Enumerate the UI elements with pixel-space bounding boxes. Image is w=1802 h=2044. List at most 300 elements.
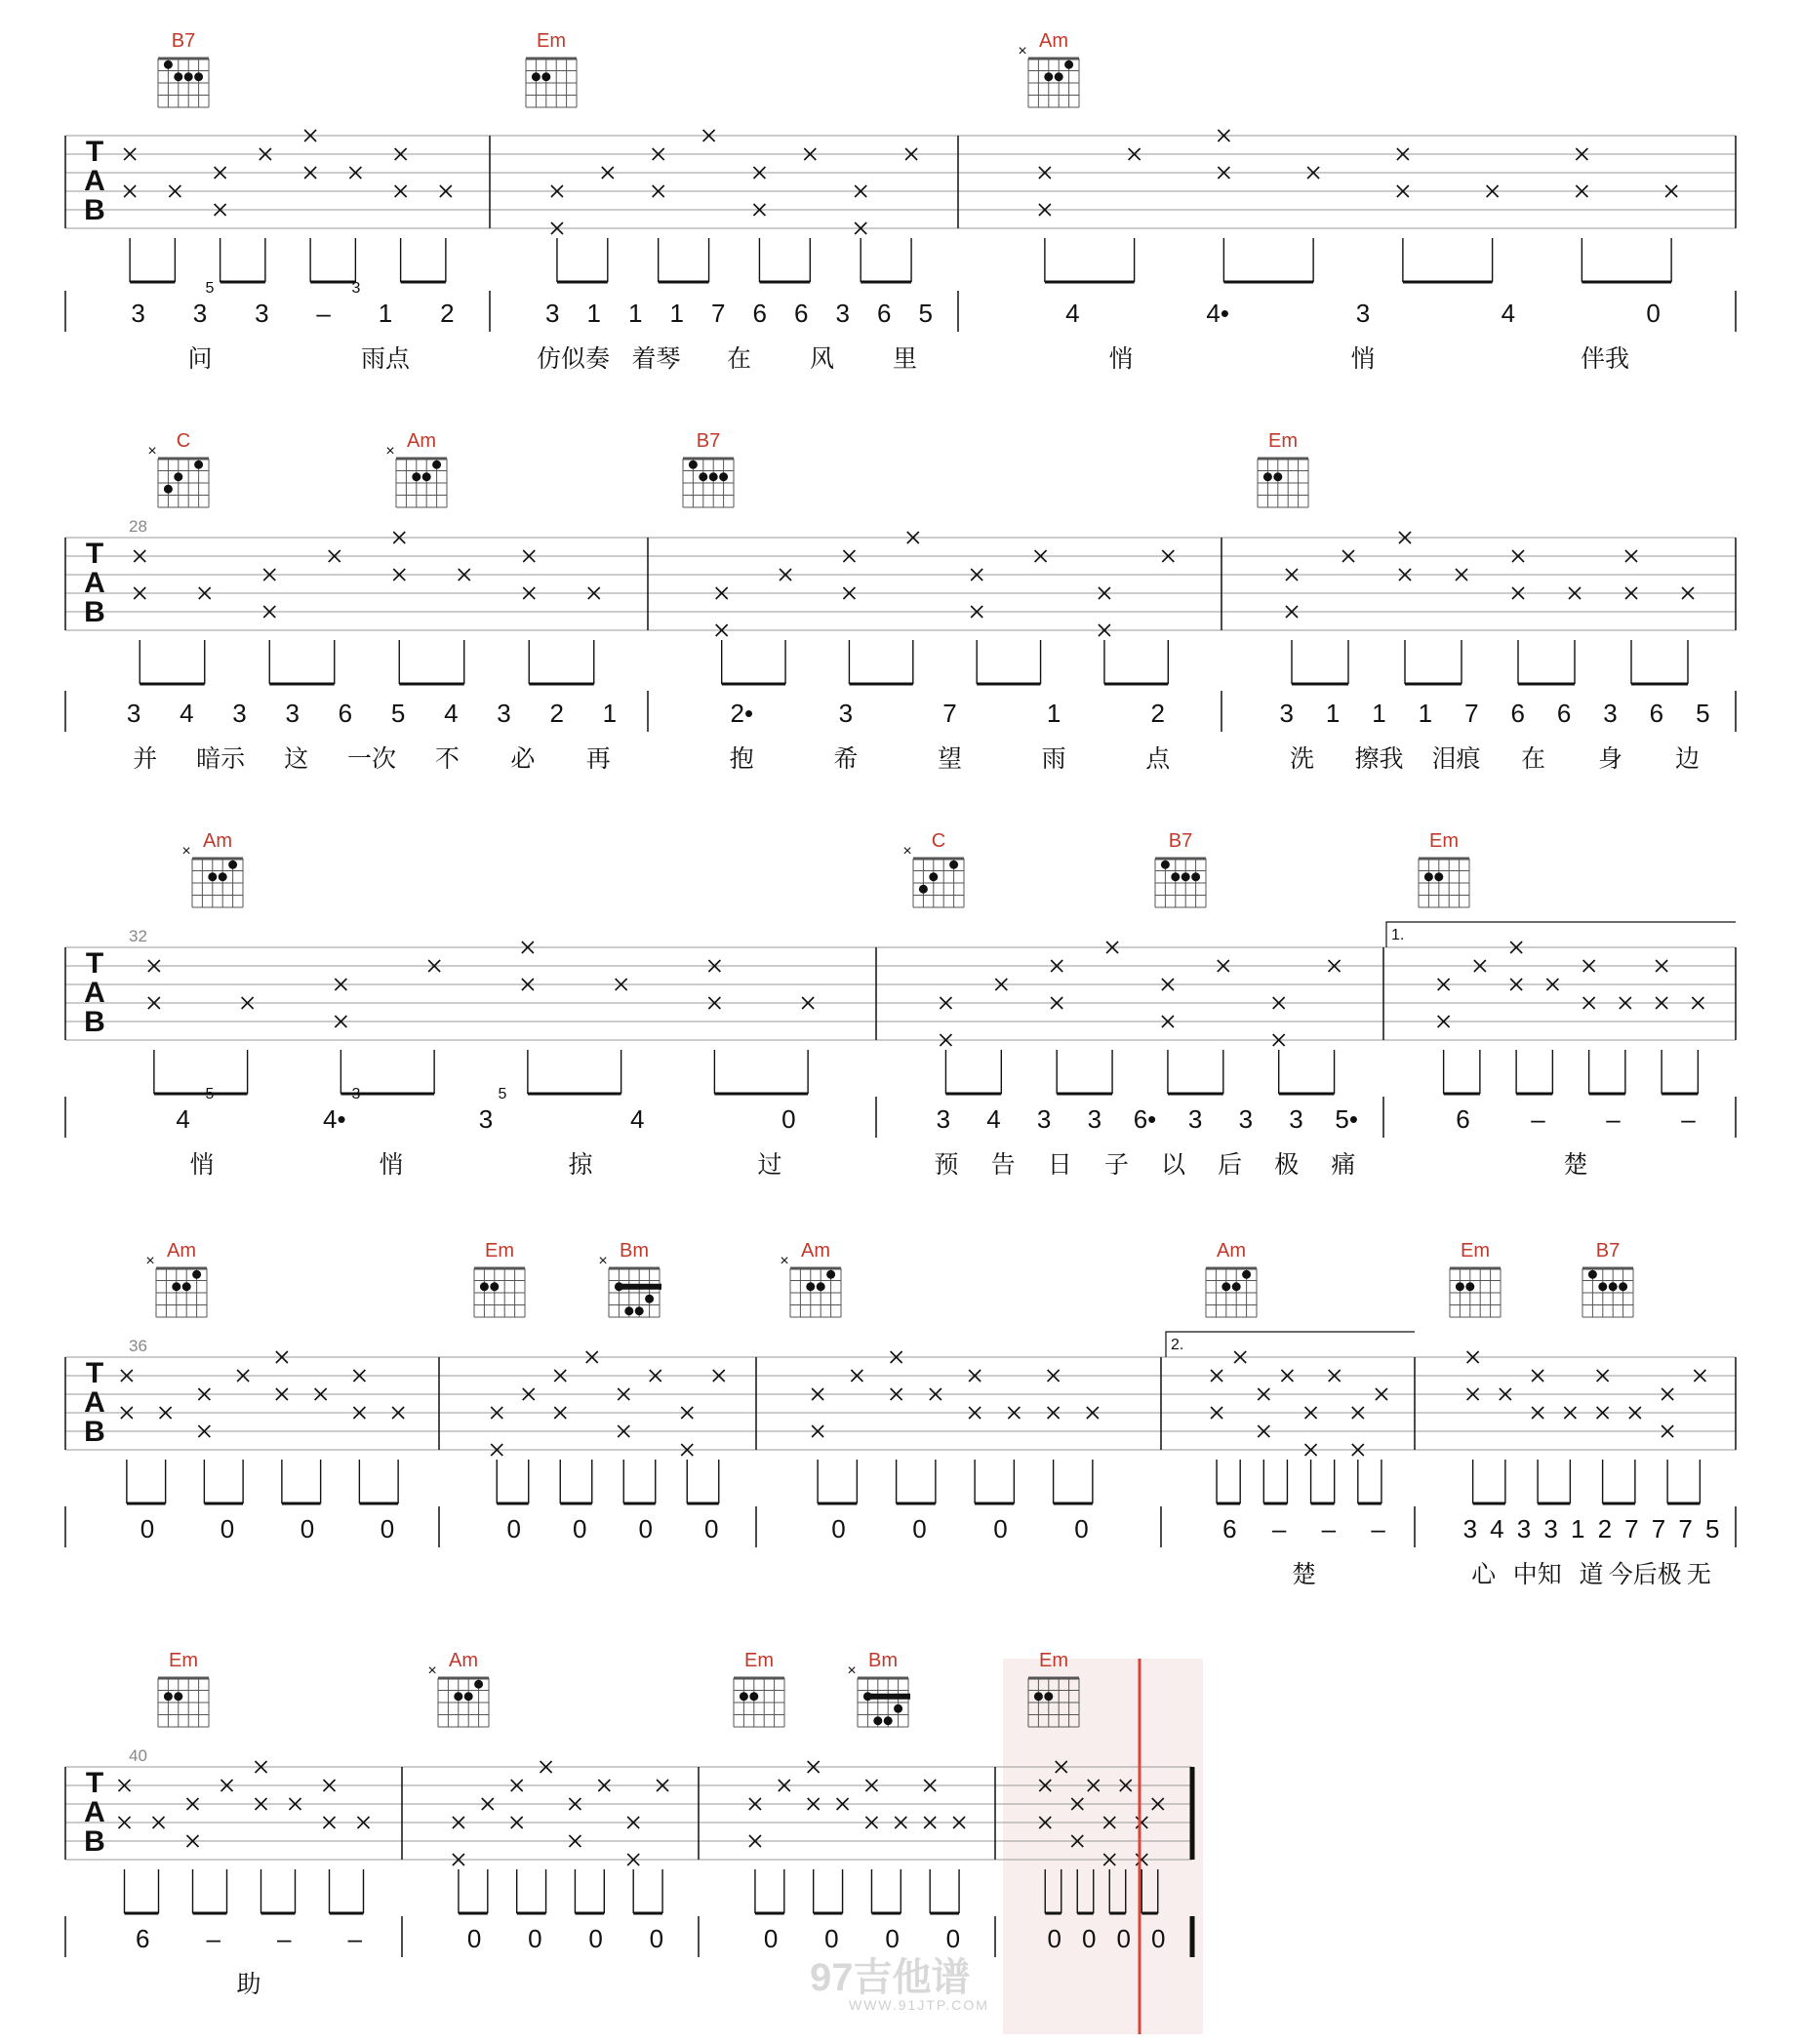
- jianpu-note: 0: [1151, 1924, 1166, 1953]
- jianpu-note: 3: [1087, 1104, 1102, 1134]
- finger-dot: [480, 1282, 489, 1291]
- finger-dot: [174, 72, 182, 81]
- lyric-word: 今后极: [1608, 1560, 1682, 1588]
- jianpu-note: 0: [763, 1924, 779, 1953]
- jianpu-note: 6: [136, 1924, 150, 1953]
- lyric-word: 边: [1674, 744, 1701, 773]
- lyric-word: 暗示: [196, 744, 246, 773]
- lyrics-line: [187, 344, 1629, 373]
- jianpu-note: 5: [1696, 699, 1710, 728]
- tab-clef-b: B: [84, 1416, 105, 1448]
- measure-number: 32: [129, 927, 147, 945]
- chord-diagram-am: [427, 1650, 489, 1727]
- jianpu-note: 0: [1047, 1924, 1061, 1953]
- chord-diagram-bm: [847, 1650, 910, 1727]
- lyric-word: 助: [236, 1970, 261, 1998]
- finger-dot: [919, 885, 928, 894]
- jianpu-note: –: [347, 1924, 362, 1953]
- finger-dot: [929, 872, 938, 881]
- fingering-mark: 3: [351, 1086, 361, 1102]
- finger-dot: [806, 1282, 815, 1291]
- finger-dot: [164, 60, 173, 69]
- lyric-word: 雨点: [360, 344, 411, 373]
- jianpu-note: 0: [649, 1924, 664, 1953]
- jianpu-note: 5•: [1335, 1104, 1358, 1134]
- finger-dot: [474, 1680, 483, 1689]
- finger-dot: [699, 472, 707, 481]
- finger-dot: [464, 1692, 473, 1701]
- chord-name: Em: [744, 1650, 774, 1671]
- chord-diagram-am: [385, 430, 447, 507]
- mute-mark: ×: [145, 1253, 155, 1269]
- lyric-word: 仿似奏: [536, 344, 611, 373]
- lyric-word: 痛: [1331, 1150, 1356, 1179]
- jianpu-note: 7: [711, 299, 726, 328]
- chord-name: Em: [1039, 1650, 1068, 1671]
- jianpu-note: 0: [781, 1104, 796, 1134]
- jianpu-note: 3: [131, 299, 145, 328]
- jianpu-line: [65, 691, 1736, 732]
- finger-dot: [826, 1270, 835, 1279]
- jianpu-note: 4: [180, 699, 194, 728]
- lyric-word: 一次: [346, 744, 397, 773]
- jianpu-note: 7: [942, 699, 957, 728]
- chord-diagram-b7: [683, 430, 734, 507]
- lyric-word: 不: [434, 744, 460, 773]
- chord-diagram-em: [1258, 430, 1308, 507]
- volta-bracket: [1166, 1332, 1415, 1357]
- lyric-word: 悄: [379, 1150, 404, 1179]
- finger-dot: [541, 72, 550, 81]
- jianpu-note: 4: [1490, 1514, 1504, 1543]
- lyric-word: 泪痕: [1431, 744, 1481, 773]
- chord-diagram-c: [147, 430, 209, 507]
- system-2: [65, 430, 1736, 773]
- jianpu-note: 2: [1597, 1514, 1613, 1543]
- fingering-mark: 5: [205, 1086, 215, 1102]
- chord-name: Am: [407, 430, 436, 452]
- finger-dot: [184, 72, 193, 81]
- jianpu-note: 3: [285, 699, 300, 728]
- tab-clef-t: T: [85, 1357, 104, 1389]
- mute-mark: ×: [902, 843, 912, 860]
- chord-name: B7: [1595, 1240, 1621, 1262]
- chord-diagram-em: [734, 1650, 784, 1727]
- jianpu-note: 4: [629, 1104, 645, 1134]
- jianpu-note: 3: [232, 699, 247, 728]
- jianpu-note: 4: [444, 699, 459, 728]
- jianpu-line: [65, 280, 1736, 332]
- chord-name: B7: [1168, 830, 1193, 852]
- lyric-word: 在: [1520, 744, 1546, 773]
- lyric-word: 悄: [1350, 344, 1376, 373]
- jianpu-note: 0: [993, 1514, 1008, 1543]
- jianpu-note: 7: [1678, 1514, 1693, 1543]
- finger-dot: [884, 1716, 893, 1725]
- lyric-word: 里: [892, 344, 918, 373]
- jianpu-note: 7: [1464, 699, 1479, 728]
- jianpu-note: –: [1271, 1514, 1287, 1543]
- chord-name: Em: [485, 1240, 514, 1262]
- finger-dot: [194, 72, 203, 81]
- lyric-word: 风: [809, 344, 835, 373]
- watermark-brand: 97吉他谱: [810, 1956, 971, 1999]
- jianpu-note: 0: [1074, 1514, 1089, 1543]
- jianpu-note: 0: [1116, 1924, 1131, 1953]
- tab-clef-b: B: [84, 596, 105, 628]
- jianpu-note: 6: [1456, 1104, 1470, 1134]
- jianpu-note: 1: [1325, 699, 1341, 728]
- jianpu-note: –: [316, 299, 331, 328]
- jianpu-note: 0: [704, 1514, 719, 1543]
- jianpu-note: 2: [1150, 699, 1165, 728]
- jianpu-note: 7: [1624, 1514, 1639, 1543]
- mute-mark: ×: [427, 1663, 437, 1679]
- measure-number: 36: [129, 1337, 147, 1355]
- jianpu-note: 7: [1651, 1514, 1666, 1543]
- jianpu-note: 3: [1516, 1514, 1532, 1543]
- chord-diagram-c: [902, 830, 964, 907]
- finger-dot: [1598, 1282, 1607, 1291]
- chord-name: Em: [1461, 1240, 1490, 1262]
- jianpu-note: 3: [255, 299, 269, 328]
- jianpu-note: 0: [831, 1514, 846, 1543]
- lyric-word: 心: [1471, 1560, 1497, 1588]
- jianpu-note: 6: [1222, 1514, 1237, 1543]
- jianpu-note: 1: [586, 299, 601, 328]
- jianpu-note: 3: [835, 299, 850, 328]
- jianpu-note: 3: [1355, 299, 1371, 328]
- lyric-word: 望: [937, 744, 963, 773]
- jianpu-note: –: [277, 1924, 292, 1953]
- jianpu-note: 3: [1462, 1514, 1478, 1543]
- jianpu-note: –: [1531, 1104, 1545, 1134]
- finger-dot: [412, 472, 420, 481]
- jianpu-note: 3: [1279, 699, 1294, 728]
- finger-dot: [709, 472, 718, 481]
- chord-name: Em: [537, 30, 566, 52]
- chord-diagram-em: [526, 30, 577, 107]
- jianpu-note: 2: [549, 699, 564, 728]
- finger-dot: [645, 1295, 654, 1303]
- measure-number: 28: [129, 517, 147, 536]
- finger-dot: [1232, 1282, 1241, 1291]
- chord-name: Am: [449, 1650, 478, 1671]
- chord-diagram-am: [1206, 1240, 1257, 1317]
- jianpu-note: 3: [1603, 699, 1618, 728]
- jianpu-note: 0: [528, 1924, 542, 1953]
- chord-name: Em: [169, 1650, 198, 1671]
- tab-clef-b: B: [84, 194, 105, 226]
- jianpu-note: 0: [1082, 1924, 1097, 1953]
- volta-number: 1.: [1391, 927, 1405, 943]
- tab-clef-t: T: [85, 947, 104, 980]
- lyric-word: 极: [1274, 1150, 1300, 1179]
- fingering-mark: 3: [351, 280, 361, 297]
- fingering-mark: 5: [205, 280, 215, 297]
- jianpu-note: 0: [1646, 299, 1661, 328]
- finger-dot: [208, 872, 217, 881]
- chord-name: Am: [203, 830, 232, 852]
- finger-dot: [1424, 872, 1433, 881]
- finger-dot: [164, 485, 173, 494]
- jianpu-note: 1: [669, 299, 684, 328]
- watermark: [810, 1956, 989, 2013]
- mute-mark: ×: [385, 443, 395, 460]
- jianpu-note: –: [206, 1924, 220, 1953]
- system-3: [65, 830, 1736, 1179]
- tab-clef-a: A: [84, 1386, 105, 1419]
- finger-dot: [174, 1692, 182, 1701]
- tab-clef-t: T: [85, 538, 104, 570]
- tab-clef-a: A: [84, 977, 105, 1009]
- chord-diagram-em: [1419, 830, 1469, 907]
- jianpu-note: 6: [877, 299, 892, 328]
- mute-mark: ×: [147, 443, 157, 460]
- jianpu-note: 3: [936, 1104, 951, 1134]
- jianpu-note: 0: [506, 1514, 521, 1543]
- chord-name: Bm: [868, 1650, 898, 1671]
- lyric-word: 这: [284, 744, 309, 773]
- jianpu-note: 1: [602, 699, 618, 728]
- mute-mark: ×: [181, 843, 191, 860]
- system-4: [65, 1240, 1736, 1588]
- jianpu-note: 3: [545, 299, 560, 328]
- jianpu-note: 3: [192, 299, 208, 328]
- finger-dot: [1263, 472, 1272, 481]
- jianpu-note: 0: [380, 1514, 395, 1543]
- chord-diagram-b7: [158, 30, 209, 107]
- jianpu-note: –: [1681, 1104, 1696, 1134]
- jianpu-note: 1: [1372, 699, 1386, 728]
- finger-dot: [873, 1716, 882, 1725]
- jianpu-note: 0: [638, 1514, 653, 1543]
- jianpu-note: 1: [1418, 699, 1433, 728]
- jianpu-note: 5: [918, 299, 933, 328]
- lyric-word: 预: [934, 1150, 959, 1179]
- jianpu-note: 6: [752, 299, 767, 328]
- tab-clef-a: A: [84, 1796, 105, 1828]
- finger-dot: [1161, 861, 1170, 869]
- jianpu-note: 3: [1238, 1104, 1254, 1134]
- jianpu-line: [65, 1086, 1736, 1138]
- mute-mark: ×: [847, 1663, 857, 1679]
- fingering-mark: 5: [498, 1086, 507, 1102]
- finger-dot: [1044, 72, 1053, 81]
- lyric-word: 悄: [1108, 344, 1134, 373]
- volta-number: 2.: [1171, 1337, 1184, 1353]
- chord-name: Am: [1217, 1240, 1246, 1262]
- lyric-word: 伴我: [1580, 344, 1630, 373]
- finger-dot: [164, 1692, 173, 1701]
- chord-name: C: [931, 830, 946, 852]
- lyric-word: 洗: [1289, 744, 1315, 773]
- lyric-word: 必: [510, 744, 536, 773]
- lyric-word: 抱: [729, 744, 754, 773]
- chord-name: Em: [1429, 830, 1459, 852]
- chord-name: B7: [171, 30, 196, 52]
- jianpu-note: 4: [1065, 299, 1080, 328]
- finger-dot: [1034, 1692, 1043, 1701]
- lyric-word: 点: [1145, 744, 1171, 773]
- lyric-word: 日: [1047, 1150, 1072, 1179]
- chord-diagram-am: [1018, 30, 1079, 107]
- measure-number: 40: [129, 1746, 147, 1765]
- chord-diagram-am: [780, 1240, 841, 1317]
- jianpu-note: 6: [1510, 699, 1525, 728]
- lyrics-line: [133, 744, 1700, 773]
- lyric-word: 悄: [189, 1150, 215, 1179]
- jianpu-note: 5: [390, 699, 406, 728]
- chord-name: Am: [801, 1240, 830, 1262]
- tab-clef-t: T: [85, 136, 104, 168]
- lyrics-line: [236, 1970, 260, 1998]
- finger-dot: [894, 1704, 902, 1713]
- jianpu-note: –: [1321, 1514, 1337, 1543]
- finger-dot: [817, 1282, 825, 1291]
- watermark-url: WWW.91JTP.COM: [849, 1997, 989, 2013]
- jianpu-note: –: [1606, 1104, 1621, 1134]
- jianpu-note: 0: [466, 1924, 482, 1953]
- finger-dot: [1191, 872, 1200, 881]
- jianpu-note: 0: [573, 1514, 587, 1543]
- jianpu-note: 3: [478, 1104, 494, 1134]
- mute-mark: ×: [780, 1253, 789, 1269]
- jianpu-note: 3: [1036, 1104, 1052, 1134]
- jianpu-note: 1: [1570, 1514, 1585, 1543]
- chord-diagram-em: [474, 1240, 525, 1317]
- finger-dot: [1434, 872, 1443, 881]
- finger-dot: [194, 461, 203, 469]
- jianpu-line: [65, 1506, 1736, 1547]
- tab-clef-b: B: [84, 1006, 105, 1038]
- jianpu-note: 2•: [730, 699, 754, 728]
- finger-dot: [432, 461, 441, 469]
- jianpu-note: 6: [1556, 699, 1572, 728]
- lyric-word: 掠: [568, 1150, 593, 1179]
- lyric-word: 再: [585, 744, 611, 773]
- jianpu-note: 3: [838, 699, 854, 728]
- jianpu-note: 4: [986, 1104, 1001, 1134]
- jianpu-note: 4: [1501, 299, 1516, 328]
- finger-dot: [1171, 872, 1180, 881]
- chord-diagram-bm: [598, 1240, 661, 1317]
- jianpu-note: 3: [126, 699, 141, 728]
- jianpu-note: 4•: [1206, 299, 1229, 328]
- lyric-word: 无: [1686, 1560, 1711, 1588]
- volta-bracket: [1386, 922, 1736, 947]
- finger-dot: [719, 472, 728, 481]
- finger-dot: [1609, 1282, 1618, 1291]
- finger-dot: [624, 1306, 633, 1315]
- lyrics-line: [1292, 1560, 1711, 1588]
- tab-clef-t: T: [85, 1767, 104, 1799]
- finger-dot: [454, 1692, 462, 1701]
- finger-dot: [1064, 60, 1073, 69]
- jianpu-note: 0: [824, 1924, 839, 1953]
- lyric-word: 楚: [1291, 1560, 1317, 1588]
- finger-dot: [174, 472, 182, 481]
- lyric-word: 问: [187, 344, 213, 373]
- finger-dot: [1465, 1282, 1474, 1291]
- system-1: [65, 30, 1736, 373]
- chord-diagram-b7: [1155, 830, 1206, 907]
- finger-dot: [1181, 872, 1190, 881]
- lyric-word: 身: [1597, 744, 1623, 773]
- barre: [865, 1694, 910, 1700]
- chord-name: Am: [1039, 30, 1068, 52]
- chord-name: Em: [1268, 430, 1298, 452]
- finger-dot: [219, 872, 227, 881]
- jianpu-note: 3: [1289, 1104, 1303, 1134]
- lyric-word: 告: [990, 1150, 1016, 1179]
- jianpu-note: 6: [794, 299, 809, 328]
- jianpu-note: 0: [220, 1514, 235, 1543]
- lyric-word: 楚: [1563, 1150, 1588, 1179]
- finger-dot: [949, 861, 958, 869]
- finger-dot: [749, 1692, 758, 1701]
- finger-dot: [1242, 1270, 1251, 1279]
- chord-diagram-b7: [1582, 1240, 1633, 1317]
- finger-dot: [172, 1282, 180, 1291]
- jianpu-note: 1: [1046, 699, 1061, 728]
- finger-dot: [192, 1270, 201, 1279]
- finger-dot: [1044, 1692, 1053, 1701]
- lyric-word: 在: [726, 344, 752, 373]
- chord-diagram-em: [1450, 1240, 1501, 1317]
- lyric-word: 以: [1161, 1150, 1186, 1179]
- tab-clef-a: A: [84, 165, 105, 197]
- jianpu-note: 0: [885, 1924, 900, 1953]
- finger-dot: [740, 1692, 748, 1701]
- finger-dot: [182, 1282, 191, 1291]
- lyric-word: 希: [833, 744, 859, 773]
- lyric-word: 擦我: [1354, 744, 1404, 773]
- jianpu-note: 6: [1649, 699, 1664, 728]
- jianpu-note: 4•: [323, 1104, 346, 1134]
- finger-dot: [1055, 72, 1063, 81]
- mute-mark: ×: [1018, 43, 1027, 60]
- finger-dot: [1588, 1270, 1597, 1279]
- tab-clef-a: A: [84, 567, 105, 599]
- finger-dot: [228, 861, 237, 869]
- jianpu-note: –: [1371, 1514, 1385, 1543]
- finger-dot: [1456, 1282, 1464, 1291]
- chord-diagram-em: [158, 1650, 209, 1727]
- lyric-word: 道: [1579, 1560, 1604, 1588]
- lyric-word: 过: [757, 1150, 782, 1179]
- jianpu-note: 1: [628, 299, 643, 328]
- jianpu-note: 2: [440, 299, 455, 328]
- jianpu-note: 5: [1704, 1514, 1720, 1543]
- jianpu-note: 3: [497, 699, 511, 728]
- lyric-word: 着琴: [631, 344, 681, 373]
- finger-dot: [1221, 1282, 1230, 1291]
- jianpu-note: 0: [588, 1924, 603, 1953]
- tab-clef-b: B: [84, 1825, 105, 1858]
- finger-dot: [635, 1306, 644, 1315]
- chord-name: Am: [167, 1240, 196, 1262]
- chord-name: Bm: [620, 1240, 649, 1262]
- lyric-word: 子: [1103, 1150, 1129, 1179]
- finger-dot: [1273, 472, 1282, 481]
- jianpu-note: 4: [176, 1104, 190, 1134]
- jianpu-note: 6•: [1133, 1104, 1157, 1134]
- jianpu-note: 3: [1543, 1514, 1558, 1543]
- mute-mark: ×: [598, 1253, 608, 1269]
- chord-diagram-am: [181, 830, 243, 907]
- jianpu-note: 0: [300, 1514, 315, 1543]
